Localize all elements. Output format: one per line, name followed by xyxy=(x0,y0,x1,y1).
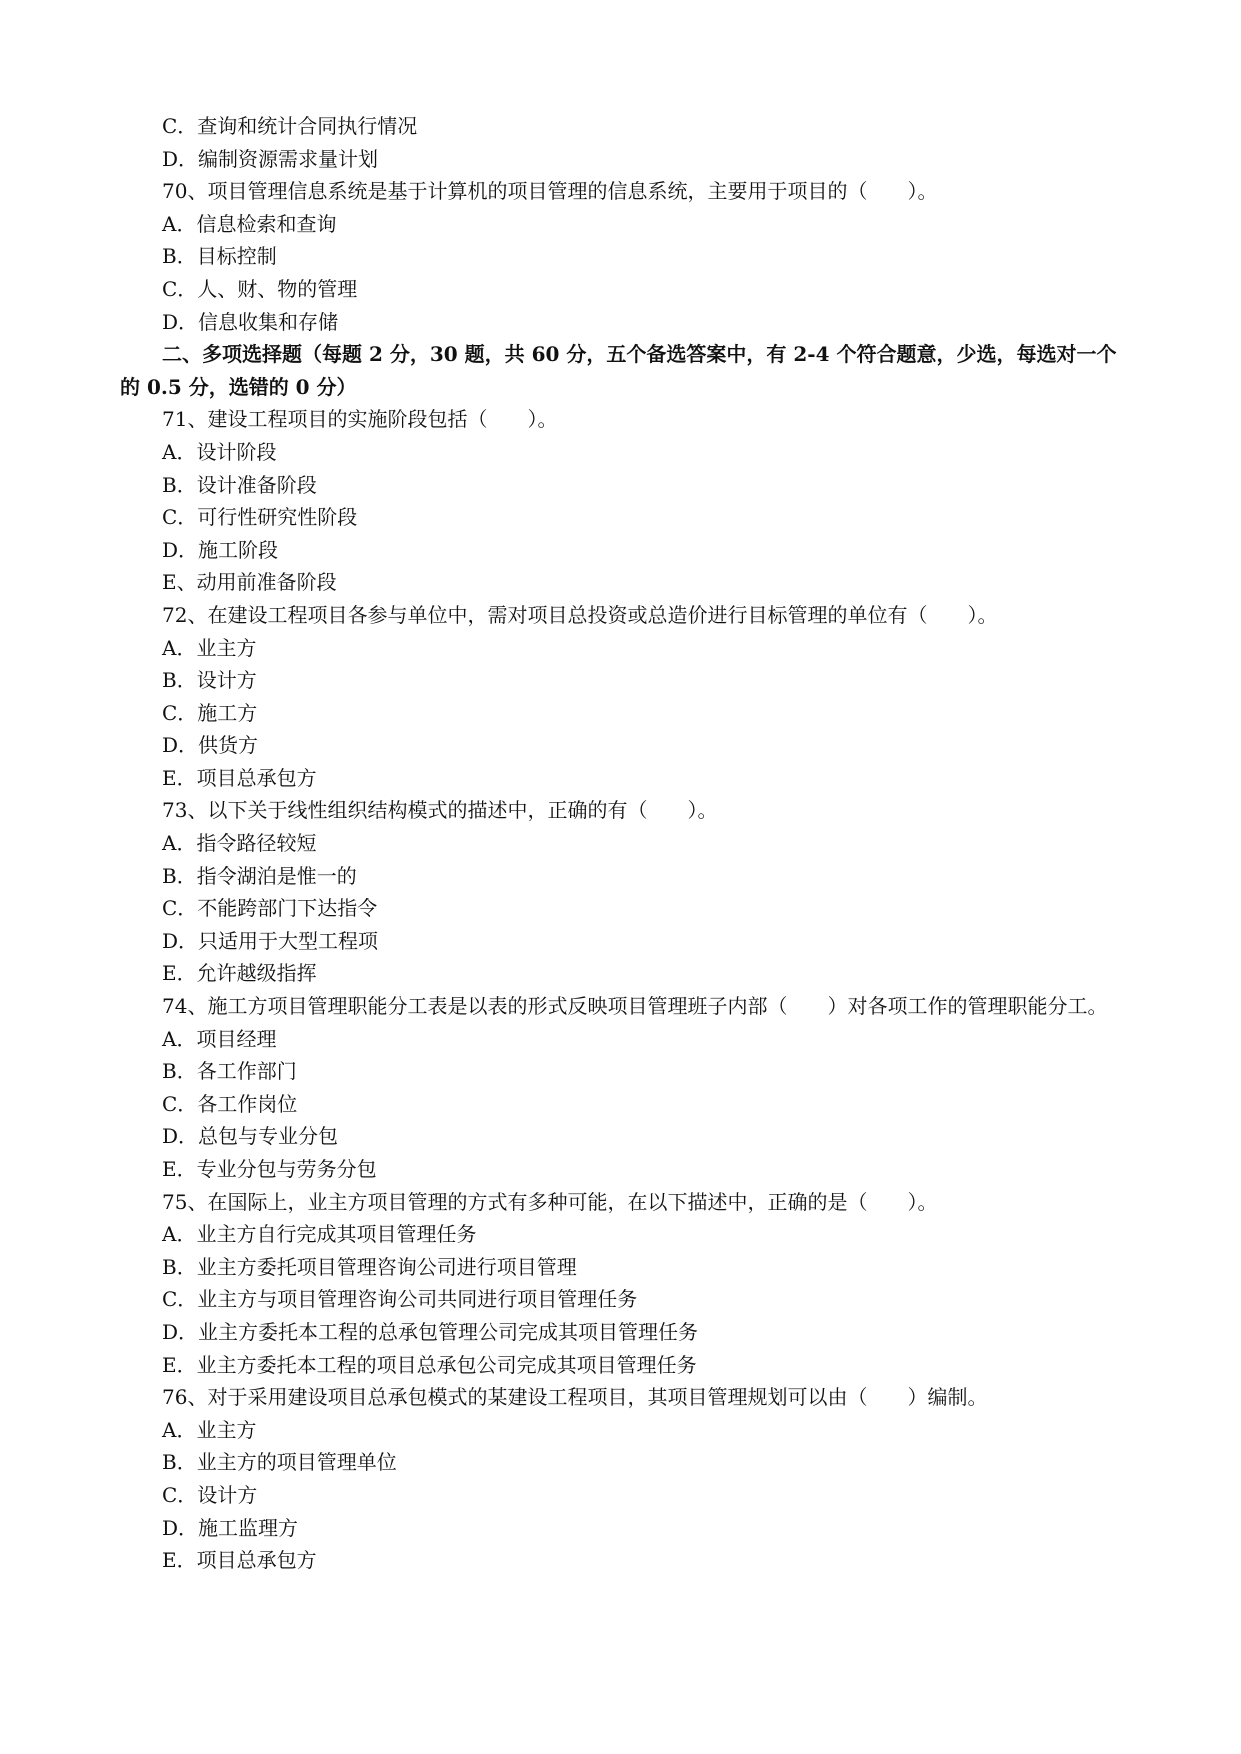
section-heading-multiple-choice: 二、多项选择题（每题 2 分，30 题，共 60 分，五个备选答案中，有 2-4 个符合题意，少选，每选对一个的 0.5 分，选错的 0 分） xyxy=(120,342,1117,399)
option-line: C．施工方 xyxy=(162,700,258,725)
option-line: D．总包与专业分包 xyxy=(162,1124,339,1149)
option-line: C．不能跨部门下达指令 xyxy=(162,896,378,921)
option-line: C．查询和统计合同执行情况 xyxy=(162,114,418,138)
option-line: E、动用前准备阶段 xyxy=(162,570,337,595)
question-70: 70、项目管理信息系统是基于计算机的项目管理的信息系统，主要用于项目的（ ）。 xyxy=(162,179,938,204)
option-line: E．业主方委托本工程的项目总承包公司完成其项目管理任务 xyxy=(162,1352,697,1377)
question-75: 75、在国际上，业主方项目管理的方式有多种可能，在以下描述中，正确的是（ ）。 xyxy=(162,1189,938,1214)
option-line: A．业主方 xyxy=(162,635,257,660)
option-line: B．设计方 xyxy=(162,668,257,693)
option-line: D．业主方委托本工程的总承包管理公司完成其项目管理任务 xyxy=(162,1319,699,1344)
option-line: B．业主方委托项目管理咨询公司进行项目管理 xyxy=(162,1254,577,1279)
option-line: D．施工监理方 xyxy=(162,1515,299,1540)
option-line: A．指令路径较短 xyxy=(162,831,317,856)
option-line: E．项目总承包方 xyxy=(162,1548,317,1573)
option-line: B．设计准备阶段 xyxy=(162,472,317,497)
option-line: B．业主方的项目管理单位 xyxy=(162,1450,397,1475)
page-content xyxy=(120,110,1120,1577)
option-line: B．各工作部门 xyxy=(162,1059,297,1084)
option-line: A．业主方 xyxy=(162,1417,257,1442)
option-line: C．人、财、物的管理 xyxy=(162,276,358,301)
option-line: D．信息收集和存储 xyxy=(162,309,339,334)
question-71: 71、建设工程项目的实施阶段包括（ ）。 xyxy=(162,407,558,432)
option-line: B．指令湖泊是惟一的 xyxy=(162,863,357,888)
option-line: C．设计方 xyxy=(162,1482,258,1507)
option-line: C．各工作岗位 xyxy=(162,1091,298,1116)
option-line: A．业主方自行完成其项目管理任务 xyxy=(162,1222,477,1247)
option-line: D．编制资源需求量计划 xyxy=(162,146,379,171)
option-line: C．业主方与项目管理咨询公司共同进行项目管理任务 xyxy=(162,1287,638,1312)
option-line: E．允许越级指挥 xyxy=(162,961,317,986)
option-line: D．施工阶段 xyxy=(162,537,279,562)
question-73: 73、以下关于线性组织结构模式的描述中，正确的有（ ）。 xyxy=(162,798,718,823)
option-line: E．项目总承包方 xyxy=(162,765,317,790)
option-line: B．目标控制 xyxy=(162,244,277,269)
question-74: 74、施工方项目管理职能分工表是以表的形式反映项目管理班子内部（ ）对各项工作的管理职能分工。 xyxy=(162,994,1108,1019)
option-line: D．供货方 xyxy=(162,733,259,758)
option-line: C．可行性研究性阶段 xyxy=(162,505,358,530)
question-72: 72、在建设工程项目各参与单位中，需对项目总投资或总造价进行目标管理的单位有（ ）。 xyxy=(162,602,998,627)
option-line: A．项目经理 xyxy=(162,1026,277,1051)
option-line: A．信息检索和查询 xyxy=(162,211,337,236)
option-line: E．专业分包与劳务分包 xyxy=(162,1157,377,1181)
question-76: 76、对于采用建设项目总承包模式的某建设工程项目，其项目管理规划可以由（ ）编制。 xyxy=(162,1385,988,1410)
option-line: D．只适用于大型工程项 xyxy=(162,928,379,953)
option-line: A．设计阶段 xyxy=(162,439,277,464)
